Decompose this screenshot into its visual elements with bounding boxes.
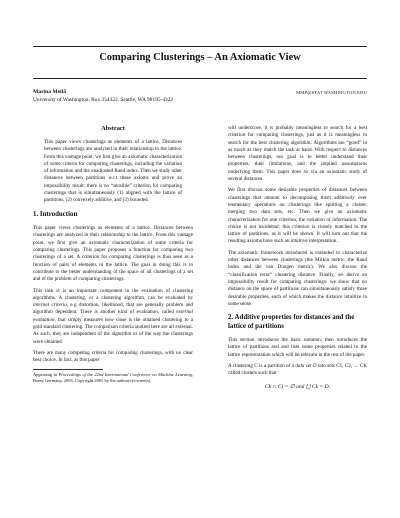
intro-p2-emphasis-external: external evaluation bbox=[33, 309, 193, 323]
footnote-proceedings: Proceedings of the 22nd International Conference on Machine Learning bbox=[58, 371, 192, 377]
intro-p2-emphasis-internal: internal criteria bbox=[33, 302, 67, 309]
abstract-body bbox=[33, 139, 193, 205]
intro-paragraph-1: This paper views clusterings as elements of a lattice. Distances between clusterings are analyzed in their relationship to the lattice. From this vantage point, we first give an axiomatic characterization of some criteria for comparing clusterings. This paper proposes a function for comparing two clusterings of a set. A criterion for comparing clusterings is thus seen as a function of pairs of elements in the lattice. The goal in doing this is to contribute to the better understanding of the space of all clusterings of a set and of the problem of comparing clusterings. bbox=[33, 225, 193, 283]
footnote bbox=[33, 372, 193, 384]
left-column bbox=[33, 125, 193, 384]
intro-paragraph-2 bbox=[33, 288, 193, 346]
right-paragraph-3: The axiomatic framework introduced is extended to characterize other distances between clusterings (the Mirkin metric, the Rand index and the van Dongen metric). We also discuss the “classification error” clustering distance. Finally, we derive an impossibility result for comparing clusterings: we show that no distance on the space of partitions can simultaneously satisfy three desirable properties, each of which makes the distance intuitive in some sense. bbox=[228, 249, 367, 307]
section-heading-additive-properties: 2. Additive properties for distances and the lattice of partitions bbox=[228, 314, 355, 330]
abstract-text: This paper views clusterings as elements of a lattice. Distances between clusterings are analyzed in their relationship to the lattice. From this vantage point, we first give an axiomatic characterization of some criteria for comparing clusterings, including the variation of information and the unadjusted Rand index. Then we study other distances between partitions w.r.t these axioms and prove an impossibility result: there is no “sensible” criterion for comparing clusterings that is simultaneously (1) aligned with the lattice of partitions, (2) convexely additive, and (3) bounded. bbox=[44, 139, 182, 204]
right-paragraph-2: We first discuss some desirable properties of distances between clusterings that amount to decomposing them additively over elementary operations on clusterings like splitting a cluster, merging two data sets, etc. Then we give an axiomatic characterization for one criterion, the variation of information. The choice is not incidental: this criterion is closely matched to the lattice of partitions, as it will be shown. It will turn out that the resulting axioms have such an intuitive interpretation. bbox=[228, 187, 367, 245]
right-paragraph-1: will underscore, it is probably meaningless to search for a best criterion for comparing clusterings, just as it is meaningless to search for the best clustering algorithm: Algorithms are “good” in as much as they match the task at hand. With respect to distances between clusterings, our goal is to better understand their properties, their limitations, and the implied assumptions underlying them. This paper does so via an axiomatic study of several distances. bbox=[228, 125, 367, 183]
section-heading-introduction: 1. Introduction bbox=[33, 210, 78, 218]
author-email: MMP@STAT.WASHINGTON.EDU bbox=[296, 90, 367, 95]
abstract-heading: Abstract bbox=[101, 125, 125, 132]
intro-paragraph-3: There are many competing criteria for comparing clusterings, with no clear best choice. In fact, as this paper bbox=[33, 349, 193, 364]
author-name: Marina Meilă bbox=[33, 89, 67, 95]
paper-title: Comparing Clusterings – An Axiomatic View bbox=[99, 52, 301, 63]
intro-p2-text-c: , that simply measures how close is the obtained clustering to a gold standard clustering. The comparison criteria studied here are all external. As such, they are independent of the algorithm or of the way the clusterings were obtained. bbox=[33, 316, 193, 345]
section2-p2-emphasis: data set D bbox=[295, 363, 317, 370]
footnote-text-b: , Bonn, Germany, 2005. Copyright 2005 by the author(s)/owner(s). bbox=[33, 371, 193, 383]
intro-p2-text-b: , e.g distortion, likelihood, that are generally problem and algorithm dependent. There is another kind of evaluation, called bbox=[33, 302, 193, 316]
title-rule-top bbox=[33, 46, 367, 47]
footnote-text-a: Appearing in bbox=[33, 371, 59, 377]
intro-p2-text-a: This task is is an important component in the evaluation of clustering algorithms. A clustering, or a clustering algorithm, can be evaluated by bbox=[33, 287, 193, 301]
section2-paragraph-1: This section introduces the basic notation, then introduces the lattice of partitions and and lists some properties related to the lattice representation which will be relevant in the rest of the paper. bbox=[228, 337, 367, 358]
title-rule-bottom bbox=[33, 78, 367, 79]
author-affiliation: University of Washington, Box 354322, Seattle, WA 98195-4322 bbox=[33, 97, 174, 103]
section2-p2-text-a: A clustering C is a partition of a bbox=[228, 363, 296, 370]
footnote-rule bbox=[33, 369, 103, 370]
section2-p2-text-b: into sets C1, C2, … CK called clusters such that bbox=[228, 363, 367, 377]
partition-equation: Ck ∩ Cl = ∅ and ⋃ Ck = D. bbox=[264, 383, 331, 390]
right-column bbox=[228, 125, 367, 395]
section2-paragraph-2 bbox=[228, 363, 367, 378]
